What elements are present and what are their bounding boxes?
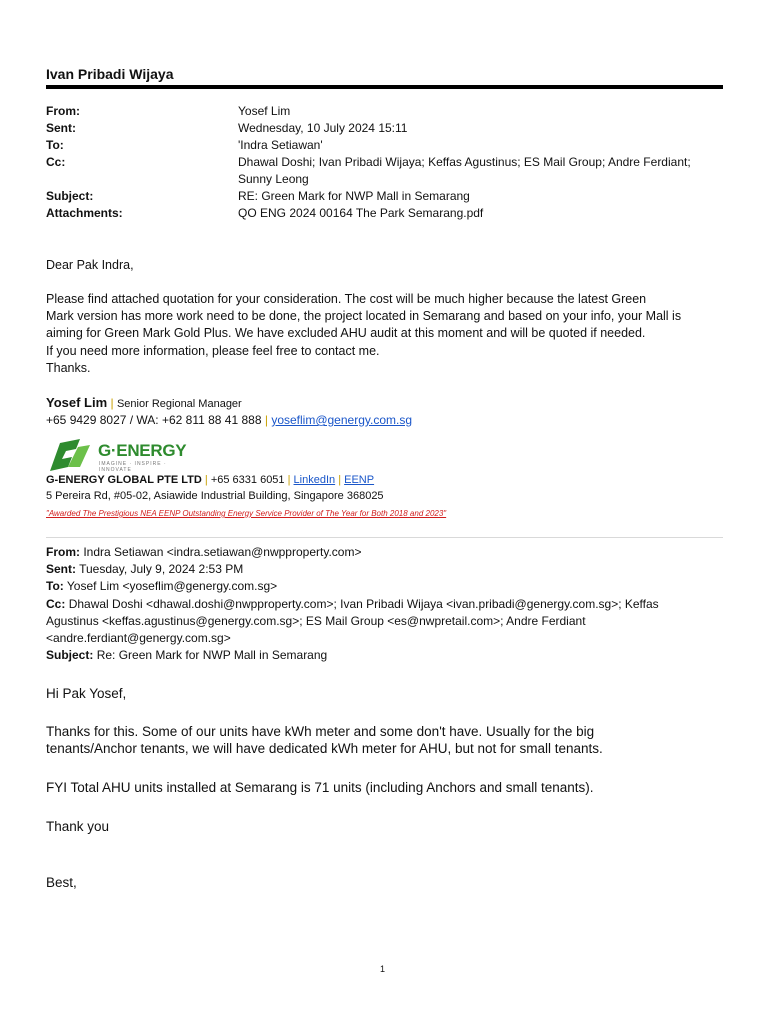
fwd-from-line (46, 544, 361, 561)
reply-closing: Best, (46, 875, 77, 890)
award-text: "Awarded The Prestigious NEA EENP Outstanding Energy Service Provider of The Year for Both 2018 and 2023" (46, 509, 447, 518)
fwd-to-value: Yosef Lim <yoseflim@genergy.com.sg> (66, 579, 278, 593)
fwd-sent-label: Sent: (46, 562, 76, 576)
to-label: To: (46, 138, 64, 152)
fwd-sent-value: Tuesday, July 9, 2024 2:53 PM (79, 562, 244, 576)
signature-email-link[interactable]: yoseflim@genergy.com.sg (271, 413, 412, 427)
company-name: G-ENERGY GLOBAL PTE LTD (46, 474, 202, 486)
signature-title: Senior Regional Manager (116, 398, 242, 410)
body-line: If you need more information, please feel free to contact me. (46, 344, 380, 358)
from-value: Yosef Lim (238, 104, 291, 118)
fwd-from-label: From: (46, 545, 80, 559)
cc-value-continued: Sunny Leong (238, 172, 309, 186)
attachments-label: Attachments: (46, 206, 123, 220)
separator: | (204, 474, 211, 486)
logo-wordmark: G·ENERGY (98, 441, 187, 460)
fwd-to-line (46, 578, 277, 595)
fwd-subject-label: Subject: (46, 648, 94, 662)
company-line (46, 474, 374, 486)
g-energy-logo-icon (46, 437, 96, 473)
separator: | (287, 474, 294, 486)
fwd-cc-value: Dhawal Doshi <dhawal.doshi@nwpproperty.com>; Ivan Pribadi Wijaya <ivan.pribadi@genergy.com.sg>; Keffas (68, 597, 659, 611)
cc-label: Cc: (46, 155, 66, 169)
eenp-link[interactable]: EENP (344, 474, 375, 486)
separator: | (110, 396, 117, 410)
body-line: Mark version has more work need to be done, the project located in Semarang and based on your info, your Mall is (46, 309, 682, 323)
fwd-subject-line (46, 647, 327, 664)
company-address: 5 Pereira Rd, #05-02, Asiawide Industrial Building, Singapore 368025 (46, 490, 384, 502)
fwd-cc-label: Cc: (46, 597, 66, 611)
company-phone: +65 6331 6051 (210, 474, 285, 486)
signature-contact-line (46, 413, 412, 427)
reply-line: tenants/Anchor tenants, we will have dedicated kWh meter for AHU, but not for small tenants. (46, 741, 603, 756)
fwd-cc-line-2: Agustinus <keffas.agustinus@genergy.com.sg>; ES Mail Group <es@nwpretail.com>; Andre Ferdiant (46, 614, 586, 628)
reply-line: Thanks for this. Some of our units have kWh meter and some don't have. Usually for the big (46, 724, 595, 739)
signature-name: Yosef Lim (46, 395, 108, 410)
reply-thanks: Thank you (46, 819, 110, 834)
signature-name-line (46, 395, 242, 410)
logo-tagline: IMAGINE · INSPIRE · INNOVATE (99, 461, 167, 473)
linkedin-link[interactable]: LinkedIn (293, 474, 336, 486)
g-energy-logo (46, 437, 186, 473)
body-line: Please find attached quotation for your consideration. The cost will be much higher because the latest Green (46, 292, 647, 306)
message-divider (46, 537, 723, 538)
fwd-from-value: Indra Setiawan <indra.setiawan@nwpproperty.com> (83, 545, 362, 559)
fwd-cc-line (46, 596, 659, 613)
subject-label: Subject: (46, 189, 94, 203)
fwd-sent-line (46, 561, 243, 578)
separator: | (338, 474, 345, 486)
mailbox-owner-name: Ivan Pribadi Wijaya (46, 66, 174, 82)
subject-value: RE: Green Mark for NWP Mall in Semarang (238, 189, 470, 203)
signature-phone: +65 9429 8027 / WA: +62 811 88 41 888 (46, 413, 262, 427)
attachment-link[interactable]: QO ENG 2024 00164 The Park Semarang.pdf (238, 206, 484, 220)
body-line: aiming for Green Mark Gold Plus. We have excluded AHU audit at this moment and will be quoted if needed. (46, 326, 646, 340)
to-value: 'Indra Setiawan' (238, 138, 323, 152)
sent-label: Sent: (46, 121, 76, 135)
cc-value: Dhawal Doshi; Ivan Pribadi Wijaya; Keffas Agustinus; ES Mail Group; Andre Ferdiant; (238, 155, 691, 169)
reply-line: FYI Total AHU units installed at Semarang is 71 units (including Anchors and small tenants). (46, 780, 594, 795)
fwd-subject-value: Re: Green Mark for NWP Mall in Semarang (96, 648, 328, 662)
page-number: 1 (380, 964, 386, 974)
fwd-cc-line-3: <andre.ferdiant@genergy.com.sg> (46, 631, 231, 645)
header-rule (46, 85, 723, 89)
from-label: From: (46, 104, 80, 118)
reply-greeting: Hi Pak Yosef, (46, 686, 127, 701)
body-line: Thanks. (46, 361, 91, 375)
fwd-to-label: To: (46, 579, 64, 593)
body-greeting: Dear Pak Indra, (46, 258, 134, 272)
separator: | (264, 413, 272, 427)
sent-value: Wednesday, 10 July 2024 15:11 (238, 121, 408, 135)
